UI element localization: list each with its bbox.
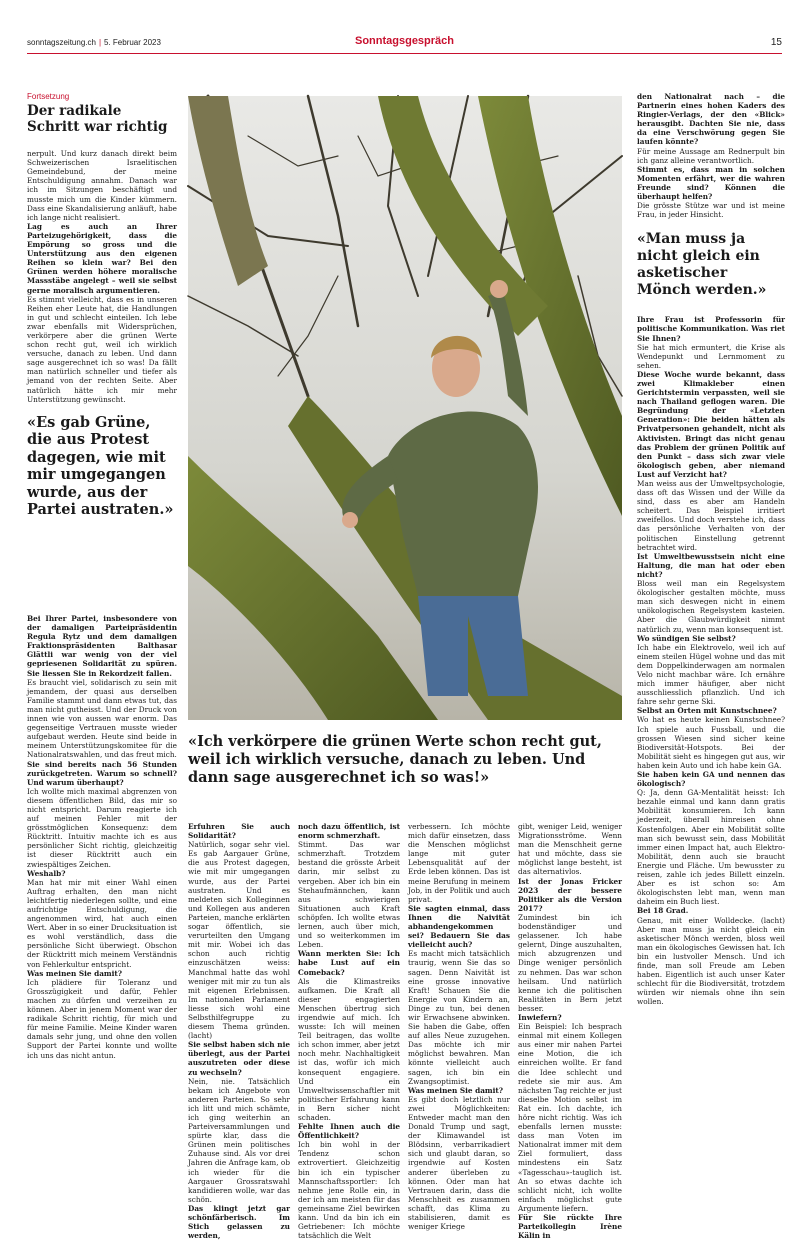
header-rule — [27, 53, 782, 54]
interview-question: Bei 18 Grad. — [637, 906, 689, 916]
interview-answer: Wo hat es heute keinen Kunstschnee? Ich spiele auch Fussball, und die grossen Wiesen sind sicher keine Biodiversität-Hotspots. Bei der Mobilität sieht es hingegen gut aus, wir haben kein Auto und ich habe kein GA. — [637, 715, 785, 770]
interview-answer: Es macht mich tatsächlich traurig, wenn Sie das so sagen. Denn Naivität ist eine grosse innovative Kraft! Schauen Sie die Energie von Kindern an, Dinge zu tun, bei denen wir Erwachsene abwinken. Sie haben die Gabe, offen auf alles Neue zuzugehen. Das möchte ich mir möglichst bewahren. Man könnte vielleicht auch sagen, ich bin ein Zwangsoptimist. — [408, 949, 510, 1086]
interview-question: Wann merkten Sie: Ich habe Lust auf ein Comeback? — [298, 949, 400, 977]
interview-question: Das klingt jetzt gar schönfärberisch. Im Stich gelassen zu werden, — [188, 1203, 290, 1240]
interview-question: noch dazu öffentlich, ist enorm schmerzhaft. — [298, 822, 400, 841]
interview-question: Bei Ihrer Partei, insbesondere von der damaligen Parteipräsidentin Regula Rytz und dem damaligen Fraktionspräsidenten Balthasar Glättli war wenig von der viel gepriesenen Solidarität zu spüren. Sie liessen Sie in Rekordzeit fallen. — [27, 614, 177, 678]
article-kicker: Fortsetzung — [27, 92, 70, 101]
portrait-photo — [188, 96, 622, 720]
interview-question: Für Sie rückte Ihre Parteikollegin Irène Kälin in — [518, 1213, 622, 1240]
pull-quote-right: «Man muss ja nicht gleich ein asketischer Mönch werden.» — [637, 231, 767, 299]
interview-answer: Sie hat mich ermuntert, die Krise als Wendepunkt und Lernmoment zu sehen. — [637, 342, 785, 370]
interview-answer: Die grösste Stütze war und ist meine Frau, in jeder Hinsicht. — [637, 201, 785, 220]
issue-date: 5. Februar 2023 — [104, 38, 161, 47]
interview-question: Sie haben kein GA und nennen das ökologisch? — [637, 770, 785, 789]
interview-question: Selbst an Orten mit Kunstschnee? — [637, 706, 777, 716]
interview-answer: Als die Klimastreiks aufkamen. Die Kraft all dieser engagierten Menschen übertrug sich irgendwie auf mich. Ich wusste: Ich will meinen Teil beitragen, das wollte ich schon immer, aber jetzt noch mehr. Nachhaltigkeit ist das, wofür ich mich konsequent engagiere. Und ein Umweltwissenschaftler mit politischer Erfahrung kann in Bern sicher nicht schaden. — [298, 976, 400, 1122]
interview-answer: Ein Beispiel: Ich besprach einmal mit einem Kollegen aus einer mir nahen Partei eine Motion, die ich einreichen wollte. Er fand die Idee schlecht und redete sie mir aus. Am nächsten Tag reichte er just dieselbe Motion selbst im Rat ein. Ich dachte, ich höre nicht richtig. Was ich ebenfalls lernen musste: dass man Voten im Nationalrat immer mit dem Ziel formuliert, dass mindestens ein Satz «Tagesschau»-tauglich ist. An so etwas dachte ich schlicht nicht, ich wollte einfach möglichst gute Argumente liefern. — [518, 1022, 622, 1213]
interview-answer: Ich plädiere für Toleranz und Grosszügigkeit und dafür, Fehler machen zu dürfen und verzeihen zu können. Aber in jenem Moment war der radikale Schritt richtig, für mich und für meine Familie. Meine Kinder waren damals sehr jung, und ohne den vollen Support der Partei konnte und wollte ich uns das nicht antun. — [27, 977, 177, 1060]
interview-question: Sie sagten einmal, dass Ihnen die Naivität abhandengekommen sei? Bedauern Sie das vielleicht auch? — [408, 903, 510, 950]
interview-question: Ist Umweltbewusstsein nicht eine Haltung, die man hat oder eben nicht? — [637, 551, 785, 579]
column-2 — [188, 822, 290, 1240]
column-left-top — [27, 92, 177, 535]
interview-answer: nerpult. Und kurz danach direkt beim Schweizerischen Israelitischen Gemeindebund, der meine Entschuldigung annahm. Danach war ich im Sitzungen beschäftigt und musste mich um die Kinder kümmern. Dass eine Skandalisierung anläuft, habe ich lange nicht realisiert. — [27, 149, 177, 222]
interview-answer: Q: Ja, denn GA-Mentalität heisst: Ich bezahle einmal und kann dann gratis Mobilität konsumieren. Ich kann jederzeit, überall hinreisen ohne Kostenfolgen. Aber ein Mobilität sollte man sich bewusst sein, dass Mobilität immer einen Impact hat, auch Elektro-Mobilität, denn auch sie braucht Energie und Fläche. Um bewusster zu reisen, zahle ich jedes Billett einzeln. Aber es ist schon so: Am ökologischsten lebt man, wenn man daheim ein Buch liest. — [637, 788, 785, 907]
interview-question: Fehlte Ihnen auch die Öffentlichkeit? — [298, 1122, 400, 1141]
interview-question: den Nationalrat nach – die Partnerin eines hohen Kaders des Ringier-Verlags, der den «Blick» herausgibt. Dachten Sie nie, dass da eine Verschwörung gegen Sie laufen könnte? — [637, 92, 785, 147]
interview-answer: Zumindest bin ich bodenständiger und gelassener. Ich habe gelernt, Dinge auszuhalten, mich abzugrenzen und Dinge weniger persönlich zu nehmen. Das war schon heilsam. Und natürlich kenne ich die politischen Realitäten in Bern jetzt besser. — [518, 912, 622, 1013]
interview-answer: Stimmt. Das war schmerzhaft. Trotzdem bestand die grösste Arbeit darin, mir selbst zu vergeben. Aber ich bin ein Stehaufmännchen, kann aus schwierigen Situationen auch Kraft schöpfen. Ich wollte etwas lernen, auch über mich, und so weiterkommen im Leben. — [298, 840, 400, 950]
site-name[interactable]: sonntagszeitung.ch — [27, 38, 96, 47]
interview-question: Was meinen Sie damit? — [27, 968, 123, 978]
interview-question: Sie sind bereits nach 56 Stunden zurückgetreten. Warum so schnell? Und warum überhaupt? — [27, 759, 177, 787]
interview-question: Erfuhren Sie auch Solidarität? — [188, 822, 290, 841]
column-right-top-body — [637, 92, 785, 219]
interview-answer: Es braucht viel, solidarisch zu sein mit jemandem, der quasi aus derselben Familie stammt und dann etwas tut, das man nicht gutheisst. Und der Druck von innen wie von aussen war enorm. Das gegenseitige Vertrauen musste wieder aufgebaut werden. Heute sind beide in meinem Unterstützungskomitee für die Nationalratswahlen, und das freut mich. — [27, 677, 177, 760]
interview-answer: Ich habe ein Elektrovelo, weil ich auf einem steilen Hügel wohne und das mit dem Doppelkinderwagen am normalen Velo nicht machbar wäre. Ich ernähre mich immer häufiger, aber nicht ausschliesslich pflanzlich. Und ich fahre sehr gerne Ski. — [637, 642, 785, 707]
column-left-bottom — [27, 614, 177, 1060]
interview-answer: Es stimmt vielleicht, dass es in unseren Reihen eher Leute hat, die Handlungen in gut und schlecht einteilen. Ich lebe zwar ebenfalls mit Widersprüchen, verkörpere aber die grünen Werte schon recht gut, weil ich wirklich versuche, danach zu leben. Und dann sage ausgerechnet ich so was! Da fällt man natürlich schneller und tiefer als jemand von der rechten Seite. Aber natürlich hätte ich mir mehr Unterstützung gewünscht. — [27, 294, 177, 404]
column-4 — [408, 822, 510, 1231]
interview-question: Weshalb? — [27, 868, 66, 878]
interview-answer: Es gibt doch letztlich nur zwei Möglichkeiten: Entweder macht man den Donald Trump und sagt, der Klimawandel ist Blödsinn, verbarrikadiert sich und glaubt daran, so irgendwie auf Kosten anderer überleben zu können. Oder man hat Vertrauen darin, dass die Menschheit es zusammen schafft, das Klima zu stabilisieren, damit es weniger Kriege — [408, 1094, 510, 1232]
interview-answer: Für meine Aussage am Rednerpult bin ich ganz alleine verantwortlich. — [637, 146, 785, 165]
interview-answer: Natürlich, sogar sehr viel. Es gab Aargauer Grüne, die aus Protest dagegen, wie mit mir umgegangen wurde, aus der Partei austraten. Und es meldeten sich Kolleginnen und Kollegen aus anderen Parteien, manche erklärten sogar öffentlich, sie verurteilten den Umgang mit mir. Wobei ich das schon auch richtig einzuschätzen weiss: Manchmal hatte das wohl weniger mit mir zu tun als mit eigenen Erlebnissen. Im nationalen Parlament liesse sich wohl eine Selbsthilfegruppe zu diesem Thema gründen. (lacht) — [188, 840, 290, 1041]
column-right — [637, 92, 785, 1006]
section-title: Sonntagsgespräch — [354, 35, 455, 47]
interview-question: Sie selbst haben sich nie überlegt, aus der Partei auszutreten oder diese zu wechseln? — [188, 1040, 290, 1077]
interview-answer: verbessern. Ich möchte mich dafür einsetzen, dass die Menschen möglichst lange mit guter Lebensqualität auf der Erde leben können. Das ist meine Berufung in meinem Job, in der Politik und auch privat. — [408, 822, 510, 904]
interview-answer: Man weiss aus der Umweltpsychologie, dass oft das Wissen und der Wille da sind, dass es aber am Handeln scheitert. Das Beispiel irritiert zweifellos. Und doch verstehe ich, dass das persönliche Verhalten von der politischen Einstellung getrennt betrachtet wird. — [637, 479, 785, 552]
interview-answer: Man hat mir mit einer Wahl einen Auftrag erhalten, den man nicht leichtfertig niederlegen sollte, und eine aufrichtige Entschuldigung, die angenommen wird, hat auch einen Wert. Aber in so einer Drucksituation ist es wohl verständlich, dass die persönliche Sicht überwiegt. Obschon der Rücktritt mich meinem Verständnis von Fehlerkultur entspricht. — [27, 877, 177, 969]
interview-question: Was meinen Sie damit? — [408, 1085, 504, 1095]
interview-question: Lag es auch an Ihrer Parteizugehörigkeit, dass die Empörung so gross und die Unterstützung aus den eigenen Reihen so klein war? Bei den Grünen werden höhere moralische Massstäbe angelegt – weil sie selbst gerne moralisch argumentieren. — [27, 221, 177, 295]
page-number: 15 — [770, 37, 782, 48]
header-separator: | — [98, 38, 102, 47]
interview-question: Inwiefern? — [518, 1012, 562, 1022]
interview-question: Ist der Jonas Fricker 2023 der bessere Politiker als die Version 2017? — [518, 876, 622, 913]
interview-answer: Ich bin wohl in der Tendenz schon extrovertiert. Gleichzeitig bin ich ein typischer Mannschaftssportler: Ich nehme jene Rolle ein, in der ich am meisten für das gemeinsame Ziel bewirken kann. Und da bin ich ein Getriebener: Ich möchte tatsächlich die Welt — [298, 1140, 400, 1240]
column-5 — [518, 822, 622, 1240]
column-left-top-body — [27, 149, 177, 404]
photo-pull-quote: «Ich verkörpere die grünen Werte schon recht gut, weil ich wirklich versuche, danach zu leben. Und dann sage ausgerechnet ich so was!» — [188, 733, 602, 786]
article-headline: Der radikale Schritt war richtig — [27, 103, 168, 136]
interview-question: Ihre Frau ist Professorin für politische Kommunikation. Was riet Sie Ihnen? — [637, 315, 785, 343]
interview-answer: Ich wollte mich maximal abgrenzen von diesem öffentlichen Bild, das mir so nicht entspricht. Darum reagierte ich auf meinen Fehler mit der grösstmöglichen Konsequenz: dem Rücktritt. Intuitiv machte ich es aus persönlicher Sicht richtig, gleichzeitig ist dieser Rücktritt auch ein zwiespältiges Zeichen. — [27, 786, 177, 869]
interview-answer: Nein, nie. Tatsächlich bekam ich Angebote von anderen Parteien. So sehr ich litt und mich schämte, ich ging weiterhin an Parteiversammlungen und spürte klar, dass die Grünen mein politisches Zuhause sind. Als vor drei Jahren die Anfrage kam, ob ich wieder für die Aargauer Grossratswahl kandidieren wolle, war das schön. — [188, 1076, 290, 1204]
column-3 — [298, 822, 400, 1240]
pull-quote-left: «Es gab Grüne, die aus Protest dagegen, wie mit mir umgegangen wurde, aus der Partei austraten.» — [27, 413, 174, 519]
interview-answer: gibt, weniger Leid, weniger Migrationsströme. Wenn man die Menschheit gerne hat und möchte, dass sie möglichst lange besteht, ist das alternativlos. — [518, 822, 622, 877]
interview-question: Diese Woche wurde bekannt, dass zwei Klimakleber einen Gerichtstermin verpassten, weil sie nach Thailand geflogen waren. Die Begründung der «Letzten Generation»: Die beiden hätten als Privatpersonen gehandelt, nicht als Aktivisten. Bringt das nicht genau das Problem der grünen Politik auf den Punkt – dass sich zwar viele ökologisch geben, aber niemand Lust auf Verzicht hat? — [637, 369, 785, 479]
interview-answer: Bloss weil man ein Regelsystem ökologischer gestalten möchte, muss man sich deswegen nicht in einem unökologischen Regelsystem kasteien. Aber die Glaubwürdigkeit nimmt natürlich zu, wenn man konsequent ist. — [637, 579, 785, 634]
interview-question: Wo sündigen Sie selbst? — [637, 633, 736, 643]
interview-answer: Genau, mit einer Wolldecke. (lacht) Aber man muss ja nicht gleich ein asketischer Mönch werden, bloss weil man ein ökologisches Gewissen hat. Ich bin ein lustvoller Mensch. Und ich finde, man soll Freude am Leben haben. Eigentlich ist auch unser Kater schlecht für die Biodiversität, trotzdem würden wir niemals ohne ihn sein wollen. — [637, 915, 785, 1007]
column-right-bottom-body — [637, 315, 785, 1006]
interview-question: Stimmt es, dass man in solchen Momenten erfährt, wer die wahren Freunde sind? Können die überhaupt helfen? — [637, 164, 785, 202]
